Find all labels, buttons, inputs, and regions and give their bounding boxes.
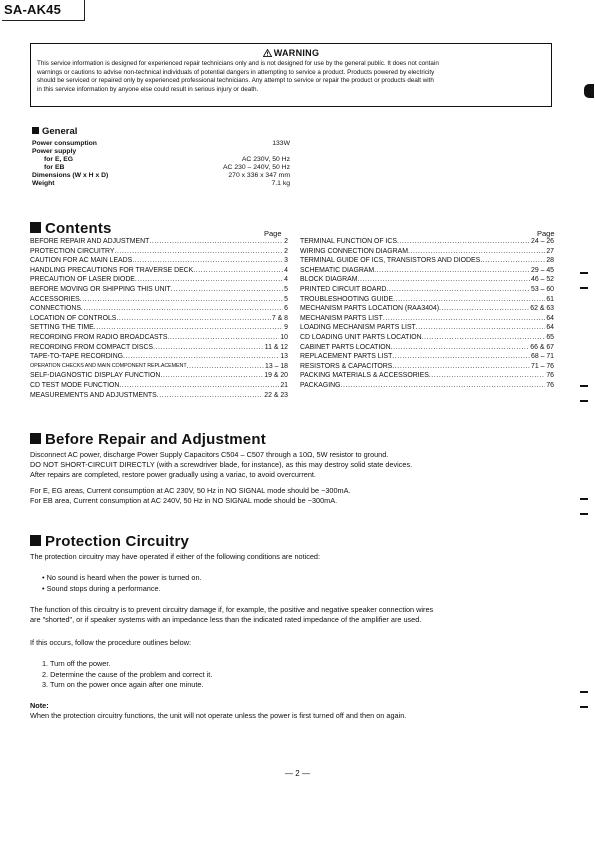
- toc-leader-dots: [408, 247, 545, 257]
- protection-bullets: [42, 573, 202, 594]
- toc-entry-page: 76: [546, 372, 554, 380]
- toc-entry-title: SELF-DIAGNOSTIC DISPLAY FUNCTION: [30, 372, 161, 380]
- toc-entry: [300, 237, 554, 247]
- toc-leader-dots: [149, 237, 283, 247]
- toc-entry-page: 22 & 23: [264, 391, 288, 399]
- contents-title: Contents: [45, 220, 112, 237]
- toc-entry-title: RESISTORS & CAPACITORS: [300, 362, 393, 370]
- toc-leader-dots: [397, 237, 530, 247]
- toc-leader-dots: [193, 266, 283, 276]
- general-specs: [32, 140, 290, 187]
- toc-entry-title: TERMINAL FUNCTION OF ICS: [300, 238, 397, 245]
- toc-entry-page: 6: [284, 305, 288, 313]
- toc-page-header-left: Page: [264, 229, 282, 238]
- toc-leader-dots: [123, 352, 279, 362]
- toc-leader-dots: [383, 314, 546, 324]
- toc-leader-dots: [119, 381, 279, 391]
- toc-entry-page: 2: [284, 238, 288, 245]
- bullet-item: • Sound stops during a performance.: [42, 583, 161, 593]
- toc-entry: [30, 333, 288, 343]
- toc-leader-dots: [422, 333, 546, 343]
- spec-label: Dimensions (W x H x D): [32, 171, 109, 179]
- toc-leader-dots: [114, 247, 283, 257]
- margin-mark: [580, 691, 588, 693]
- bullet-item: • No sound is heard when the power is turned on.: [42, 573, 202, 582]
- margin-mark: [580, 513, 588, 515]
- toc-entry-page: 64: [546, 314, 554, 322]
- toc-entry-title: PRINTED CIRCUIT BOARD: [300, 285, 387, 293]
- toc-entry: [30, 304, 288, 314]
- contents-heading: [30, 220, 112, 237]
- toc-entry: [300, 371, 554, 381]
- model-number: SA-AK45: [4, 2, 62, 17]
- warning-title: [31, 48, 551, 58]
- toc-entry-title: TERMINAL GUIDE OF ICS, TRANSISTORS AND DIODES: [300, 257, 481, 265]
- toc-entry-title: ACCESSORIES: [30, 295, 80, 303]
- toc-entry-title: RECORDING FROM COMPACT DISCS: [30, 343, 154, 351]
- toc-entry-page: 46 – 52: [531, 276, 554, 284]
- toc-entry: [300, 266, 554, 276]
- toc-entry: [30, 343, 288, 353]
- spec-label: Power supply: [32, 147, 77, 155]
- toc-entry: [300, 323, 554, 333]
- toc-entry: [30, 266, 288, 276]
- warning-line: in this service information by anyone else could result in serious injury or death.: [37, 85, 259, 93]
- toc-entry: [30, 237, 288, 247]
- toc-entry: [300, 352, 554, 362]
- spec-value: 133W: [272, 140, 290, 147]
- toc-entry-title: MECHANISM PARTS LOCATION (RAA3404): [300, 305, 439, 313]
- toc-entry-title: WIRING CONNECTION DIAGRAM: [300, 247, 408, 255]
- toc-entry: [30, 247, 288, 257]
- toc-entry: [30, 381, 288, 391]
- toc-entry-title: LOCATION OF CONTROLS: [30, 314, 117, 322]
- toc-leader-dots: [391, 343, 530, 353]
- before-repair-body: [30, 450, 560, 506]
- spec-row: [32, 172, 290, 180]
- toc-entry-title: TROUBLESHOOTING GUIDE: [300, 295, 394, 303]
- body-line: Disconnect AC power, discharge Power Supply Capacitors C504 – C507 through a 10Ω, 5W resistor to ground.: [30, 450, 389, 459]
- toc-entry-page: 76: [546, 381, 554, 389]
- margin-mark: [580, 706, 588, 708]
- warning-line: should be serviced or repaired only by experienced professional technicians. Any attempt to service or repair the product or products dealt with: [37, 77, 434, 85]
- toc-entry-page: 11 & 12: [264, 343, 288, 351]
- toc-entry: [300, 381, 554, 391]
- toc-entry-page: 24 – 26: [531, 238, 554, 245]
- margin-mark: [580, 498, 588, 500]
- toc-entry-title: MEASUREMENTS AND ADJUSTMENTS: [30, 391, 157, 399]
- toc-leader-dots: [392, 362, 530, 372]
- page-number: — 2 —: [285, 769, 310, 778]
- toc-entry-page: 65: [546, 333, 554, 341]
- protection-if-occurs: If this occurs, follow the procedure outlines below:: [30, 638, 192, 647]
- toc-entry: [300, 314, 554, 324]
- toc-entry-title: TAPE-TO-TAPE RECORDING: [30, 353, 124, 361]
- toc-leader-dots: [153, 343, 264, 353]
- body-line: After repairs are completed, restore power gradually using a variac, to avoid overcurrent.: [30, 470, 316, 479]
- note-text: When the protection circuitry functions, the unit will not operate unless the power is first turned off and then on again.: [30, 711, 407, 720]
- toc-entry-page: 62 & 63: [530, 305, 554, 313]
- toc-entry: [300, 275, 554, 285]
- margin-mark: [580, 385, 588, 387]
- toc-entry-title: PACKING MATERIALS & ACCESSORIES: [300, 372, 429, 380]
- body-line: For E, EG areas, Current consumption at AC 230V, 50 Hz in NO SIGNAL mode should be ~300mA.: [30, 486, 351, 495]
- spec-label: Weight: [32, 179, 55, 187]
- toc-leader-dots: [160, 371, 263, 381]
- body-line: are "shorted", or if speaker systems with an impedance less than the indicated rated impedance of the amplifier are used.: [30, 615, 422, 624]
- toc-entry-page: 5: [284, 295, 288, 303]
- warning-text: [31, 58, 551, 94]
- toc-entry-page: 29 – 45: [531, 266, 554, 274]
- body-line: For EB area, Current consumption at AC 240V, 50 Hz in NO SIGNAL mode should be ~300mA.: [30, 496, 338, 505]
- protection-steps: [42, 659, 212, 691]
- toc-leader-dots: [171, 285, 283, 295]
- toc-entry: [30, 371, 288, 381]
- toc-entry-page: 19 & 20: [264, 372, 288, 380]
- toc-entry: [30, 295, 288, 305]
- section-square-icon: [30, 222, 41, 233]
- toc-entry-page: 13: [280, 353, 288, 361]
- toc-leader-dots: [187, 362, 264, 372]
- toc-leader-dots: [416, 323, 546, 333]
- toc-entry-title: PACKAGING: [300, 381, 341, 389]
- toc-entry: [300, 285, 554, 295]
- toc-entry-page: 27: [546, 247, 554, 255]
- toc-entry: [300, 304, 554, 314]
- toc-entry-title: CONNECTIONS: [30, 305, 81, 313]
- toc-leader-dots: [374, 266, 530, 276]
- step-item: 1. Turn off the power.: [42, 659, 111, 668]
- toc-entry: [300, 247, 554, 257]
- toc-leader-dots: [94, 323, 283, 333]
- toc-entry-page: 61: [546, 295, 554, 303]
- toc-entry-page: 64: [546, 324, 554, 332]
- warning-triangle-icon: [263, 49, 272, 57]
- toc-leader-dots: [167, 333, 279, 343]
- toc-entry: [30, 323, 288, 333]
- spec-label: for E, EG: [44, 155, 74, 163]
- toc-entry: [300, 362, 554, 372]
- toc-leader-dots: [135, 275, 283, 285]
- toc-leader-dots: [393, 295, 545, 305]
- toc-entry-title: SCHEMATIC DIAGRAM: [300, 266, 375, 274]
- toc-entry-title: BEFORE MOVING OR SHIPPING THIS UNIT: [30, 285, 171, 293]
- toc-entry-page: 2: [284, 247, 288, 255]
- toc-entry: [30, 275, 288, 285]
- warning-line: warnings or cautions to advise non-technical individuals of potential dangers in attempting to service a product. Products powered by electricity: [37, 68, 435, 76]
- toc-leader-dots: [357, 275, 530, 285]
- step-item: 2. Determine the cause of the problem and correct it.: [42, 669, 213, 679]
- toc-entry-title: CABINET PARTS LOCATION: [300, 343, 391, 351]
- toc-entry-title: CAUTION FOR AC MAIN LEADS: [30, 257, 133, 265]
- general-heading: [32, 126, 77, 137]
- toc-entry-title: BLOCK DIAGRAM: [300, 276, 358, 284]
- header-rule-tick: [84, 0, 85, 21]
- general-title: General: [42, 126, 78, 137]
- toc-entry: [30, 391, 288, 401]
- section-square-icon: [30, 535, 41, 546]
- note-label: Note:: [30, 701, 49, 710]
- margin-mark: [584, 84, 594, 98]
- protection-paragraph: [30, 605, 565, 625]
- toc-entry: [300, 343, 554, 353]
- toc-entry-title: BEFORE REPAIR AND ADJUSTMENT: [30, 238, 150, 245]
- spec-value: AC 230 – 240V, 50 Hz: [222, 163, 290, 171]
- margin-mark: [580, 400, 588, 402]
- toc-entry-title: HANDLING PRECAUTIONS FOR TRAVERSE DECK: [30, 266, 194, 274]
- toc-entry-page: 5: [284, 285, 288, 293]
- body-line: The function of this circuitry is to prevent circuitry damage if, for example, the positive and negative speaker connection wires: [30, 605, 434, 614]
- toc-leader-dots: [340, 381, 545, 391]
- toc-left-column: [30, 237, 288, 400]
- before-repair-title: Before Repair and Adjustment: [45, 431, 266, 448]
- toc-entry-page: 68 – 71: [531, 353, 554, 361]
- toc-entry-title: OPERATION CHECKS AND MAIN COMPONENT REPLACEMENT: [30, 362, 187, 369]
- toc-entry-page: 10: [280, 333, 288, 341]
- toc-leader-dots: [157, 391, 264, 401]
- toc-entry-title: RECORDING FROM RADIO BROADCASTS: [30, 333, 168, 341]
- toc-leader-dots: [116, 314, 271, 324]
- margin-mark: [580, 287, 588, 289]
- toc-leader-dots: [132, 256, 283, 266]
- toc-entry: [30, 362, 288, 372]
- toc-entry-page: 13 – 18: [265, 362, 288, 370]
- toc-leader-dots: [429, 371, 546, 381]
- section-square-icon: [30, 433, 41, 444]
- spec-value: 270 x 336 x 347 mm: [228, 171, 290, 179]
- toc-entry-title: SETTING THE TIME: [30, 324, 94, 332]
- toc-entry-page: 4: [284, 266, 288, 274]
- toc-leader-dots: [80, 295, 283, 305]
- toc-leader-dots: [439, 304, 529, 314]
- toc-entry-page: 7 & 8: [271, 314, 288, 322]
- warning-title-text: WARNING: [273, 48, 320, 58]
- toc-entry-title: MECHANISM PARTS LIST: [300, 314, 383, 322]
- toc-page-header-right: Page: [537, 229, 555, 238]
- toc-entry-page: 21: [280, 381, 288, 389]
- toc-entry-page: 66 & 67: [530, 343, 554, 351]
- protection-heading: [30, 533, 189, 550]
- margin-mark: [580, 272, 588, 274]
- toc-leader-dots: [386, 285, 530, 295]
- header-rule: [2, 20, 84, 21]
- toc-entry-title: LOADING MECHANISM PARTS LIST: [300, 324, 416, 332]
- spec-label: Power consumption: [32, 140, 97, 147]
- protection-note: [30, 701, 565, 721]
- toc-entry-title: PROTECTION CIRCUITRY: [30, 247, 115, 255]
- warning-line: This service information is designed for experienced repair technicians only and is not designed for use by the general public. It does not contain: [37, 60, 439, 67]
- spec-value: 7.1 kg: [271, 179, 290, 187]
- spec-row: [32, 156, 290, 164]
- toc-entry-title: PRECAUTION OF LASER DIODE: [30, 276, 135, 284]
- toc-entry: [30, 285, 288, 295]
- protection-intro: The protection circuitry may have operated if either of the following conditions are noticed:: [30, 552, 321, 561]
- toc-leader-dots: [392, 352, 530, 362]
- before-repair-heading: [30, 431, 266, 448]
- toc-entry: [300, 256, 554, 266]
- spec-row: [32, 180, 290, 188]
- toc-entry: [30, 256, 288, 266]
- toc-entry-page: 3: [284, 257, 288, 265]
- toc-right-column: [300, 237, 554, 391]
- toc-entry-page: 53 – 60: [531, 285, 554, 293]
- section-square-icon: [32, 127, 39, 134]
- step-item: 3. Turn on the power once again after one minute.: [42, 680, 204, 690]
- body-line: DO NOT SHORT-CIRCUIT DIRECTLY (with a screwdriver blade, for instance), as this may destroy solid state devices.: [30, 460, 413, 469]
- toc-entry-page: 71 – 76: [531, 362, 554, 370]
- toc-entry-page: 9: [284, 324, 288, 332]
- warning-box: [30, 43, 552, 107]
- spec-row: [32, 148, 290, 156]
- spec-label: for EB: [44, 163, 65, 171]
- toc-entry-title: CD LOADING UNIT PARTS LOCATION: [300, 333, 422, 341]
- toc-entry-title: REPLACEMENT PARTS LIST: [300, 353, 393, 361]
- toc-entry: [300, 295, 554, 305]
- toc-entry-page: 4: [284, 276, 288, 284]
- toc-entry: [300, 333, 554, 343]
- toc-entry-page: 28: [546, 257, 554, 265]
- toc-entry-title: CD TEST MODE FUNCTION: [30, 381, 120, 389]
- toc-entry: [30, 352, 288, 362]
- toc-entry: [30, 314, 288, 324]
- spec-row: [32, 164, 290, 172]
- toc-leader-dots: [81, 304, 283, 314]
- spec-value: AC 230V, 50 Hz: [241, 155, 290, 163]
- protection-title: Protection Circuitry: [45, 533, 190, 550]
- spec-row: [32, 140, 290, 148]
- toc-leader-dots: [480, 256, 545, 266]
